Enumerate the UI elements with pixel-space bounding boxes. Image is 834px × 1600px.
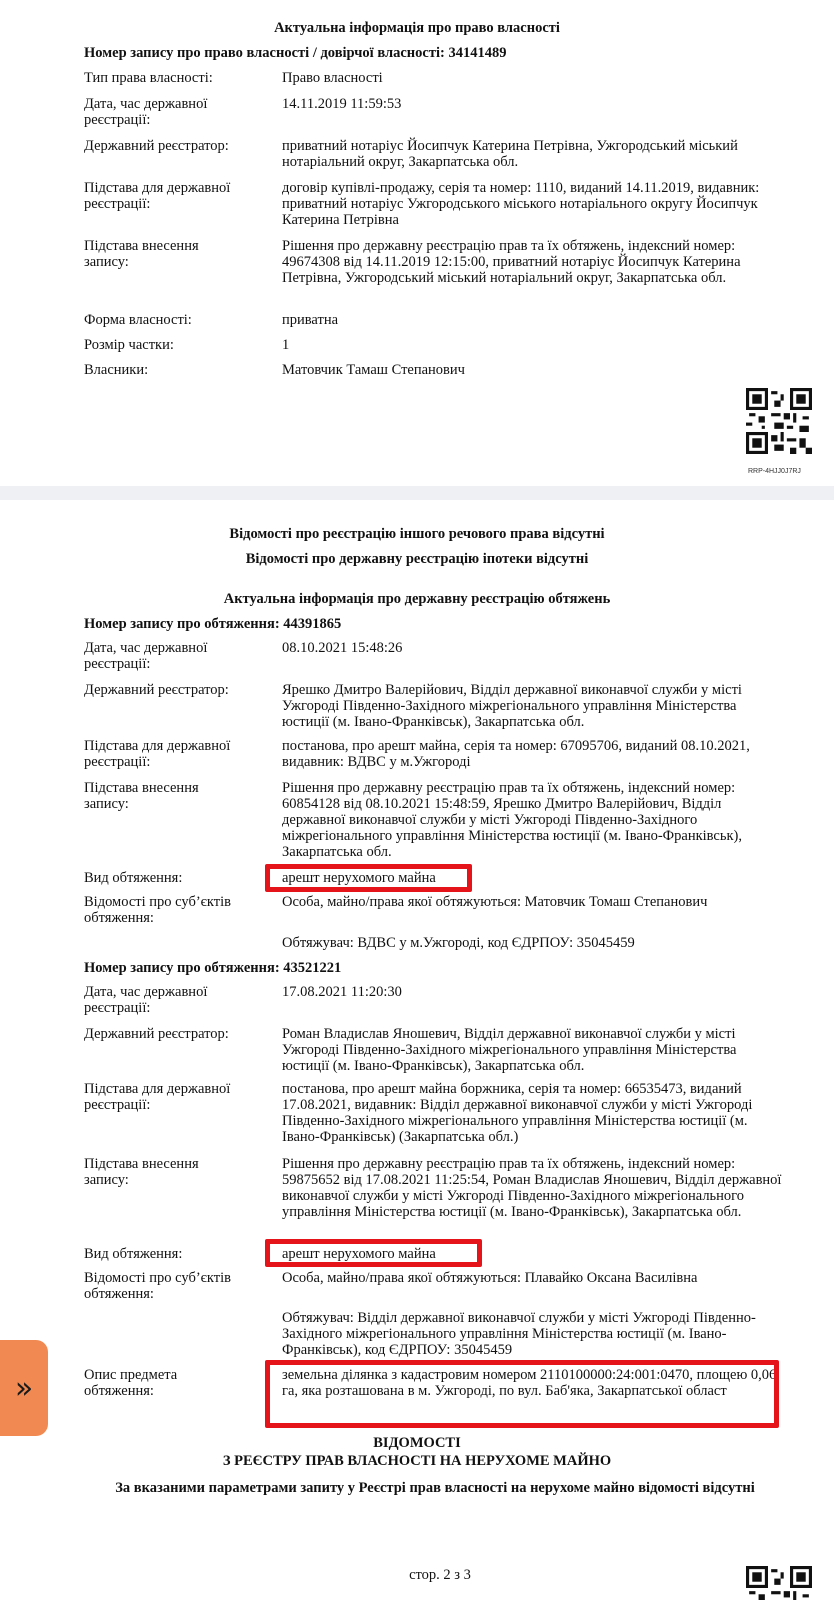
field-value: Рішення про державну реєстрацію прав та їх обтяжень, індексний номер: 49674308 від 14.11.2019 12:15:00, приватний нотаріус Йосипчук Катерина Петрівна, Ужгородський міський нотаріальний округ, Закарпатська обл. bbox=[282, 238, 741, 286]
page-separator bbox=[0, 486, 834, 500]
qr-code-text: RRP-4HJJ0J7RJ bbox=[748, 468, 801, 475]
field-value: Матовчик Тамаш Степанович bbox=[282, 362, 465, 378]
field-value: Рішення про державну реєстрацію прав та їх обтяжень, індексний номер: 59875652 від 17.08.2021 11:25:54, Роман Владислав Яношевич, Відділ державної виконавчої служби у місті Ужгороді Південно-Західного міжрегіонального управління Міністерства юстиції (м. Івано-Франківськ), Закарпатська обл. bbox=[282, 1156, 782, 1220]
ownership-record-number: Номер запису про право власності / довірчої власності: 34141489 bbox=[84, 45, 507, 61]
field-value: Роман Владислав Яношевич, Відділ державної виконавчої служби у місті Ужгороді Південно-Західного міжрегіонального управління Міністерства юстиції (м. Івано-Франківськ), Закарпатська обл. bbox=[282, 1026, 737, 1074]
highlight-box bbox=[265, 1360, 779, 1428]
encumbrance-subject-value: земельна ділянка з кадастровим номером 2110100000:24:001:0470, площею 0,06 га, яка розташована в м. Ужгороді, по вул. Баб'яка, Закарпатської област bbox=[282, 1367, 777, 1399]
highlight-box bbox=[265, 864, 472, 892]
field-label: Дата, час державної реєстрації: bbox=[84, 984, 208, 1016]
field-label: Державний реєстратор: bbox=[84, 682, 229, 698]
field-label: Підстава для державної реєстрації: bbox=[84, 180, 231, 212]
field-value: Ярешко Дмитро Валерійович, Відділ державної виконавчої служби у місті Ужгороді Південно-Західного міжрегіонального управління Міністерства юстиції (м. Івано-Франківськ), Закарпатська обл. bbox=[282, 682, 742, 730]
field-value: приватний нотаріус Йосипчук Катерина Петрівна, Ужгородський міський нотаріальний округ, Закарпатська обл. bbox=[282, 138, 738, 170]
field-label: Вид обтяження: bbox=[84, 1246, 183, 1262]
document-page-1 bbox=[0, 0, 834, 486]
field-value: постанова, про арешт майна боржника, серія та номер: 66535473, виданий 17.08.2021, видавник: Відділ державної виконавчої служби у місті Ужгороді Південно-Західного міжрегіонального управління Міністерства юстиції (м. Івано-Франківськ) (Закарпатська обл.) bbox=[282, 1081, 753, 1145]
page-number: стор. 2 з 3 bbox=[409, 1567, 471, 1583]
encumbrance-type-value: арешт нерухомого майна bbox=[282, 870, 436, 886]
no-other-rights-notice: Відомості про реєстрацію іншого речового права відсутні bbox=[229, 526, 605, 542]
field-label: Підстава для державної реєстрації: bbox=[84, 738, 231, 770]
field-value: 1 bbox=[282, 337, 290, 353]
field-value: Особа, майно/права якої обтяжуються: Плавайко Оксана Василівна bbox=[282, 1270, 698, 1286]
section-title-ownership: Актуальна інформація про право власності bbox=[274, 20, 560, 36]
document-page-2 bbox=[0, 500, 834, 1600]
highlight-box bbox=[265, 1239, 482, 1267]
field-value: договір купівлі-продажу, серія та номер: 1110, виданий 14.11.2019, видавник: приватний нотаріус Ужгородського міського нотаріального округу Йосипчук Катерина Петрівна bbox=[282, 180, 760, 228]
field-value: Рішення про державну реєстрацію прав та їх обтяжень, індексний номер: 60854128 від 08.10.2021 15:48:59, Ярешко Дмитро Валерійович, Відділ державної виконавчої служби у місті Ужгороді Південно-Західного міжрегіонального управління Міністерства юстиції (м. Івано-Франківськ), Закарпатська обл. bbox=[282, 780, 742, 860]
field-label: Розмір частки: bbox=[84, 337, 174, 353]
no-mortgage-notice: Відомості про державну реєстрацію іпотеки відсутні bbox=[245, 551, 589, 567]
section-title-encumbrances: Актуальна інформація про державну реєстрацію обтяжень bbox=[223, 591, 611, 607]
field-label: Підстава внесення запису: bbox=[84, 1156, 199, 1188]
field-label: Підстава внесення запису: bbox=[84, 238, 199, 270]
registry-title: ВІДОМОСТІ bbox=[373, 1435, 461, 1451]
field-label: Вид обтяження: bbox=[84, 870, 183, 886]
encumbrance-record-number: Номер запису про обтяження: 43521221 bbox=[84, 960, 342, 976]
field-value: 17.08.2021 11:20:30 bbox=[282, 984, 402, 1000]
encumbrance-type-value: арешт нерухомого майна bbox=[282, 1246, 436, 1262]
field-label: Власники: bbox=[84, 362, 149, 378]
burdener-value: Обтяжувач: ВДВС у м.Ужгороді, код ЄДРПОУ: 35045459 bbox=[282, 935, 635, 951]
encumbrance-record-number: Номер запису про обтяження: 44391865 bbox=[84, 616, 342, 632]
field-label: Відомості про суб’єктів обтяження: bbox=[84, 894, 231, 926]
field-label: Підстава для державної реєстрації: bbox=[84, 1081, 231, 1113]
field-value: Особа, майно/права якої обтяжуються: Матовчик Томаш Степанович bbox=[282, 894, 708, 910]
field-label: Опис предмета обтяження: bbox=[84, 1367, 178, 1399]
field-label: Дата, час державної реєстрації: bbox=[84, 96, 208, 128]
field-label: Відомості про суб’єктів обтяження: bbox=[84, 1270, 231, 1302]
registry-subtitle: З РЕЄСТРУ ПРАВ ВЛАСНОСТІ НА НЕРУХОМЕ МАЙНО bbox=[222, 1453, 612, 1469]
field-value: приватна bbox=[282, 312, 339, 328]
registry-empty-notice: За вказаними параметрами запиту у Реєстрі прав власності на нерухоме майно відомості відсутні bbox=[115, 1480, 755, 1496]
field-label: Тип права власності: bbox=[84, 70, 213, 86]
field-value: постанова, про арешт майна, серія та номер: 67095706, виданий 08.10.2021, видавник: ВДВС у м.Ужгороді bbox=[282, 738, 750, 770]
field-label: Державний реєстратор: bbox=[84, 138, 229, 154]
field-value: 14.11.2019 11:59:53 bbox=[282, 96, 402, 112]
field-label: Державний реєстратор: bbox=[84, 1026, 229, 1042]
burdener-value: Обтяжувач: Відділ державної виконавчої служби у місті Ужгороді Південно-Західного міжрегіонального управління Міністерства юстиції (м. Івано-Франківськ), код ЄДРПОУ: 35045459 bbox=[282, 1310, 756, 1358]
side-panel-toggle-button[interactable] bbox=[0, 1340, 48, 1436]
field-label: Підстава внесення запису: bbox=[84, 780, 199, 812]
double-chevron-right-icon: » bbox=[14, 1370, 34, 1406]
field-label: Дата, час державної реєстрації: bbox=[84, 640, 208, 672]
field-value: Право власності bbox=[282, 70, 383, 86]
field-label: Форма власності: bbox=[84, 312, 192, 328]
qr-code-icon bbox=[746, 388, 812, 454]
field-value: 08.10.2021 15:48:26 bbox=[282, 640, 403, 656]
qr-code-icon bbox=[746, 1566, 812, 1600]
